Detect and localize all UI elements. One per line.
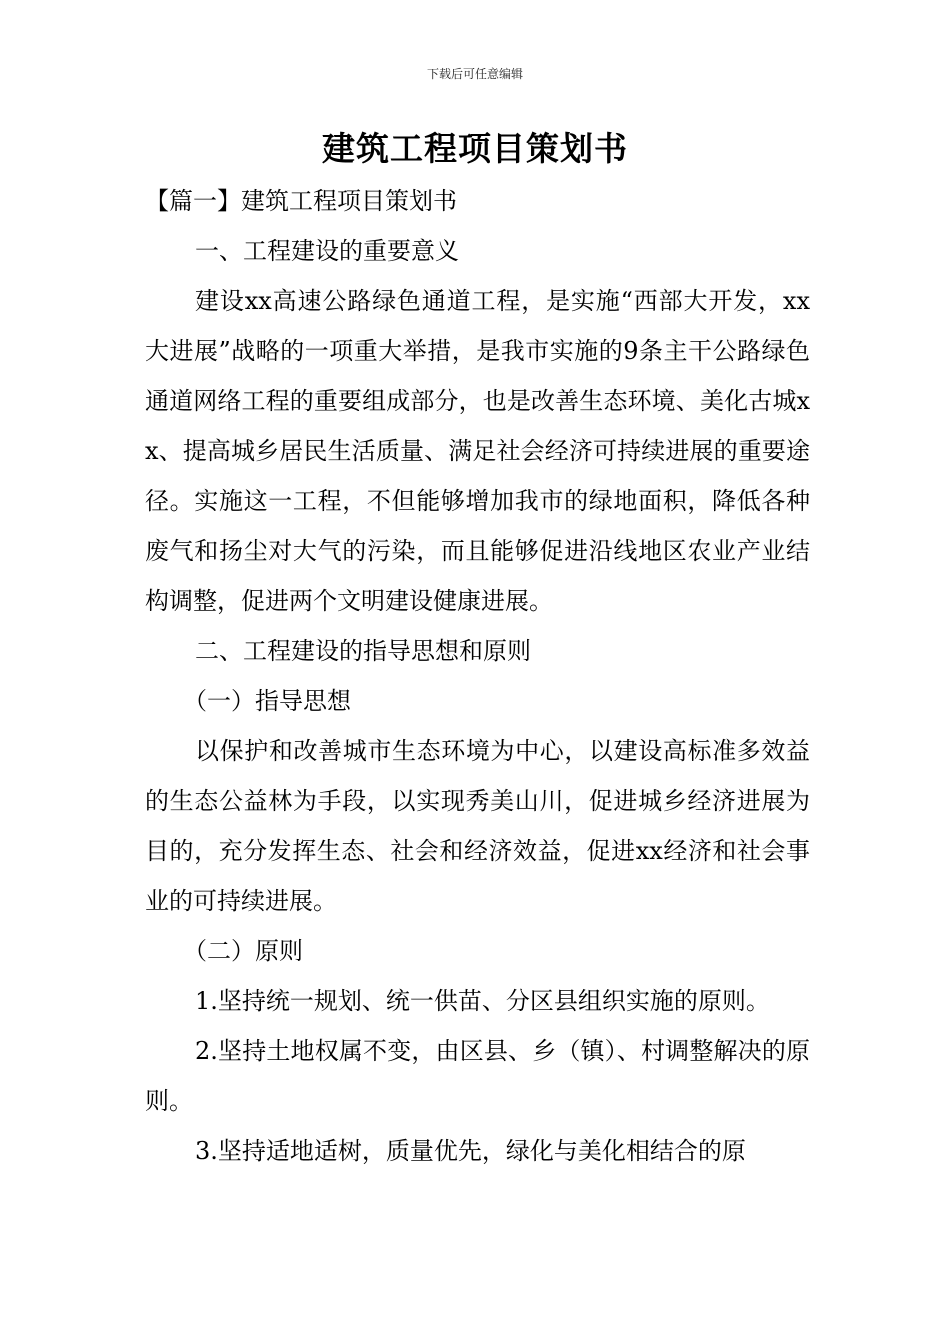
section-label: 【篇一】建筑工程项目策划书	[145, 187, 457, 215]
document-title: 建筑工程项目策划书	[322, 129, 628, 168]
principle-item-3: 3.坚持适地适树，质量优先，绿化与美化相结合的原	[195, 1137, 746, 1165]
heading-1: 一、工程建设的重要意义	[195, 237, 459, 265]
principle-item-2: 2.坚持土地权属不变，由区县、乡（镇）、村调整解决的原则。	[145, 1037, 810, 1115]
subheading-guiding-thought: （一）指导思想	[183, 687, 351, 715]
paragraph-guiding-thought: 以保护和改善城市生态环境为中心，以建设高标准多效益的生态公益林为手段，以实现秀美山川，促进城乡经济进展为目的，充分发挥生态、社会和经济效益，促进xx经济和社会事业的可持续进展。	[145, 737, 810, 915]
page-header-note: 下载后可任意编辑	[426, 67, 523, 81]
heading-2: 二、工程建设的指导思想和原则	[195, 637, 531, 665]
document-body	[145, 176, 810, 1176]
subheading-principles: （二）原则	[183, 937, 303, 965]
principle-item-1: 1.坚持统一规划、统一供苗、分区县组织实施的原则。	[195, 987, 770, 1015]
paragraph-significance: 建设xx高速公路绿色通道工程，是实施“西部大开发，xx大进展”战略的一项重大举措，是我市实施的9条主干公路绿色通道网络工程的重要组成部分，也是改善生态环境、美化古城xx、提高城乡居民生活质量、满足社会经济可持续进展的重要途径。实施这一工程，不但能够增加我市的绿地面积，降低各种废气和扬尘对大气的污染，而且能够促进沿线地区农业产业结构调整，促进两个文明建设健康进展。	[145, 287, 810, 615]
